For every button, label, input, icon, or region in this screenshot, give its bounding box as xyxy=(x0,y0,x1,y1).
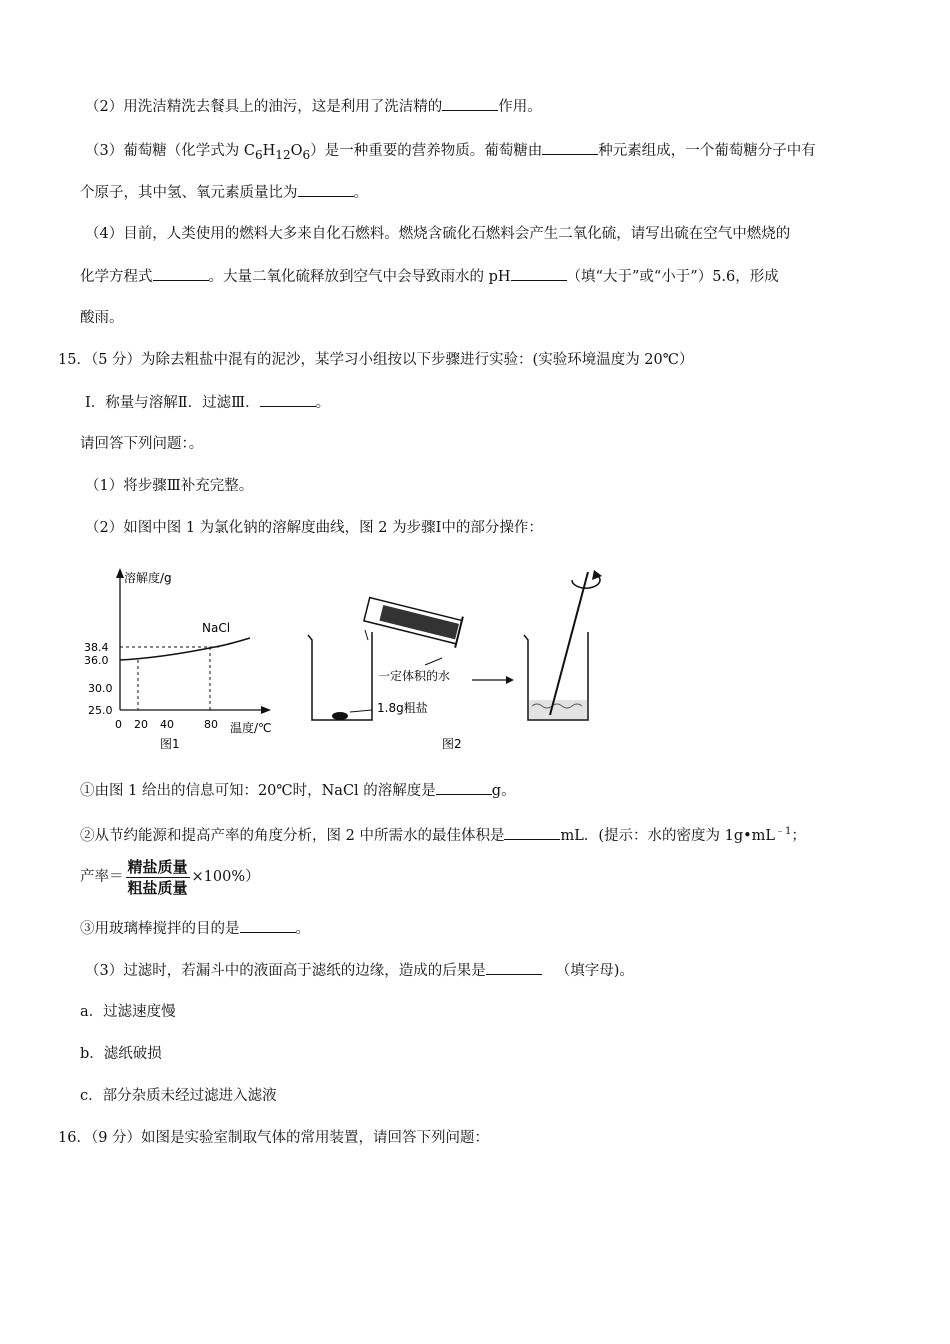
q14-part4-end: 酸雨。 xyxy=(80,310,124,326)
answer-blank[interactable] xyxy=(542,140,598,155)
q16-heading: 16．（9 分）如图是实验室制取气体的常用装置，请回答下列问题： xyxy=(58,1130,490,1146)
option-b: b．滤纸破损 xyxy=(80,1046,162,1062)
option-c: c．部分杂质未经过滤进入滤液 xyxy=(80,1088,277,1104)
answer-blank[interactable] xyxy=(504,825,560,840)
arrow-right-icon xyxy=(506,676,514,684)
x-tick-label: 40 xyxy=(160,718,174,731)
y-axis-arrow xyxy=(116,568,124,578)
option-a: a．过滤速度慢 xyxy=(80,1004,176,1020)
graduated-cylinder-icon xyxy=(363,594,463,648)
figure-1-solubility-curve xyxy=(84,568,272,751)
answer-blank[interactable] xyxy=(260,392,316,407)
answer-blank[interactable] xyxy=(511,266,567,281)
answer-blank[interactable] xyxy=(442,96,498,111)
q15-part3: （3）过滤时，若漏斗中的液面高于滤纸的边缘，造成的后果是 （填字母)。 xyxy=(85,960,634,981)
solution-icon xyxy=(529,700,587,719)
q15-c2: ②从节约能源和提高产率的角度分析，图 2 中所需水的最佳体积是 mL．(提示：水的密度为 $1g•mL^{﹣1}$； xyxy=(80,826,806,844)
x-axis-label: 温度/℃ xyxy=(230,721,272,735)
answer-blank[interactable] xyxy=(240,918,296,933)
q15-c1: ①由图 1 给出的信息可知：20℃时，NaCl 的溶解度是 g。 xyxy=(80,780,516,801)
q14-part2: （2）用洗洁精洗去餐具上的油污，这是利用了洗洁精的 作用。 xyxy=(85,96,542,117)
figure-2-dissolving-operation xyxy=(308,570,602,751)
solubility-figure xyxy=(80,560,640,760)
y-tick-label: 30.0 xyxy=(88,682,113,695)
x-axis-arrow xyxy=(261,706,271,714)
q14-part4: （4）目前，人类使用的燃料大多来自化石燃料。燃烧含硫化石燃料会产生二氧化硫，请写出硫在空气中燃烧的 xyxy=(85,226,791,242)
answer-blank[interactable] xyxy=(298,182,354,197)
water-label: 一定体积的水 xyxy=(378,669,451,683)
y-tick-label: 36.0 xyxy=(84,654,109,667)
salt-label: 1.8g粗盐 xyxy=(377,701,428,715)
y-tick-label: 38.4 xyxy=(84,641,109,654)
q14-part3-cont: 个原子，其中氢、氧元素质量比为 。 xyxy=(80,182,368,203)
q15-part1: （1）将步骤Ⅲ补充完整。 xyxy=(85,478,254,494)
yield-fraction: $\frac{\text{精盐质量}}{\text{粗盐质量}}$ xyxy=(127,857,188,897)
q14-part3: （3）葡萄糖（化学式为 $C_6H_{12}O_6$）是一种重要的营养物质。葡萄糖由 种元素组成，一个葡萄糖分子中有 xyxy=(85,140,816,165)
q15-part2: （2）如图中图 1 为氯化钠的溶解度曲线，图 2 为步骤Ⅰ中的部分操作： xyxy=(85,520,543,536)
coarse-salt-icon xyxy=(332,712,348,720)
q15-c3: ③用玻璃棒搅拌的目的是 。 xyxy=(80,918,310,939)
x-tick-label: 0 xyxy=(115,718,122,731)
beaker-left-icon xyxy=(308,632,372,720)
answer-blank[interactable] xyxy=(436,780,492,795)
answer-blank[interactable] xyxy=(486,960,542,975)
yield-formula: 产率＝ $\frac{\text{精盐质量}}{\text{粗盐质量}}$ ×100%） xyxy=(80,857,260,897)
water-stream-icon xyxy=(365,630,368,640)
answer-blank[interactable] xyxy=(153,266,209,281)
figure-1-caption: 图1 xyxy=(160,737,180,751)
x-tick-label: 20 xyxy=(134,718,148,731)
y-tick-label: 25.0 xyxy=(88,704,113,717)
q14-part4-cont: 化学方程式 。大量二氧化硫释放到空气中会导致雨水的 pH （填“大于”或“小于”）5.6，形成 xyxy=(80,266,779,287)
nacl-solubility-curve xyxy=(120,638,250,660)
figure-2-caption: 图2 xyxy=(442,737,462,751)
q15-ask: 请回答下列问题：。 xyxy=(80,436,204,452)
glass-rod-icon xyxy=(550,572,588,715)
series-label: NaCl xyxy=(202,621,231,635)
q15-steps: Ⅰ．称量与溶解Ⅱ．过滤Ⅲ． 。 xyxy=(85,392,330,413)
y-axis-label: 溶解度/g xyxy=(124,571,172,585)
x-tick-label: 80 xyxy=(204,718,218,731)
q15-heading: 15．（5 分）为除去粗盐中混有的泥沙，某学习小组按以下步骤进行实验：(实验环境温度为 20℃） xyxy=(58,352,694,368)
